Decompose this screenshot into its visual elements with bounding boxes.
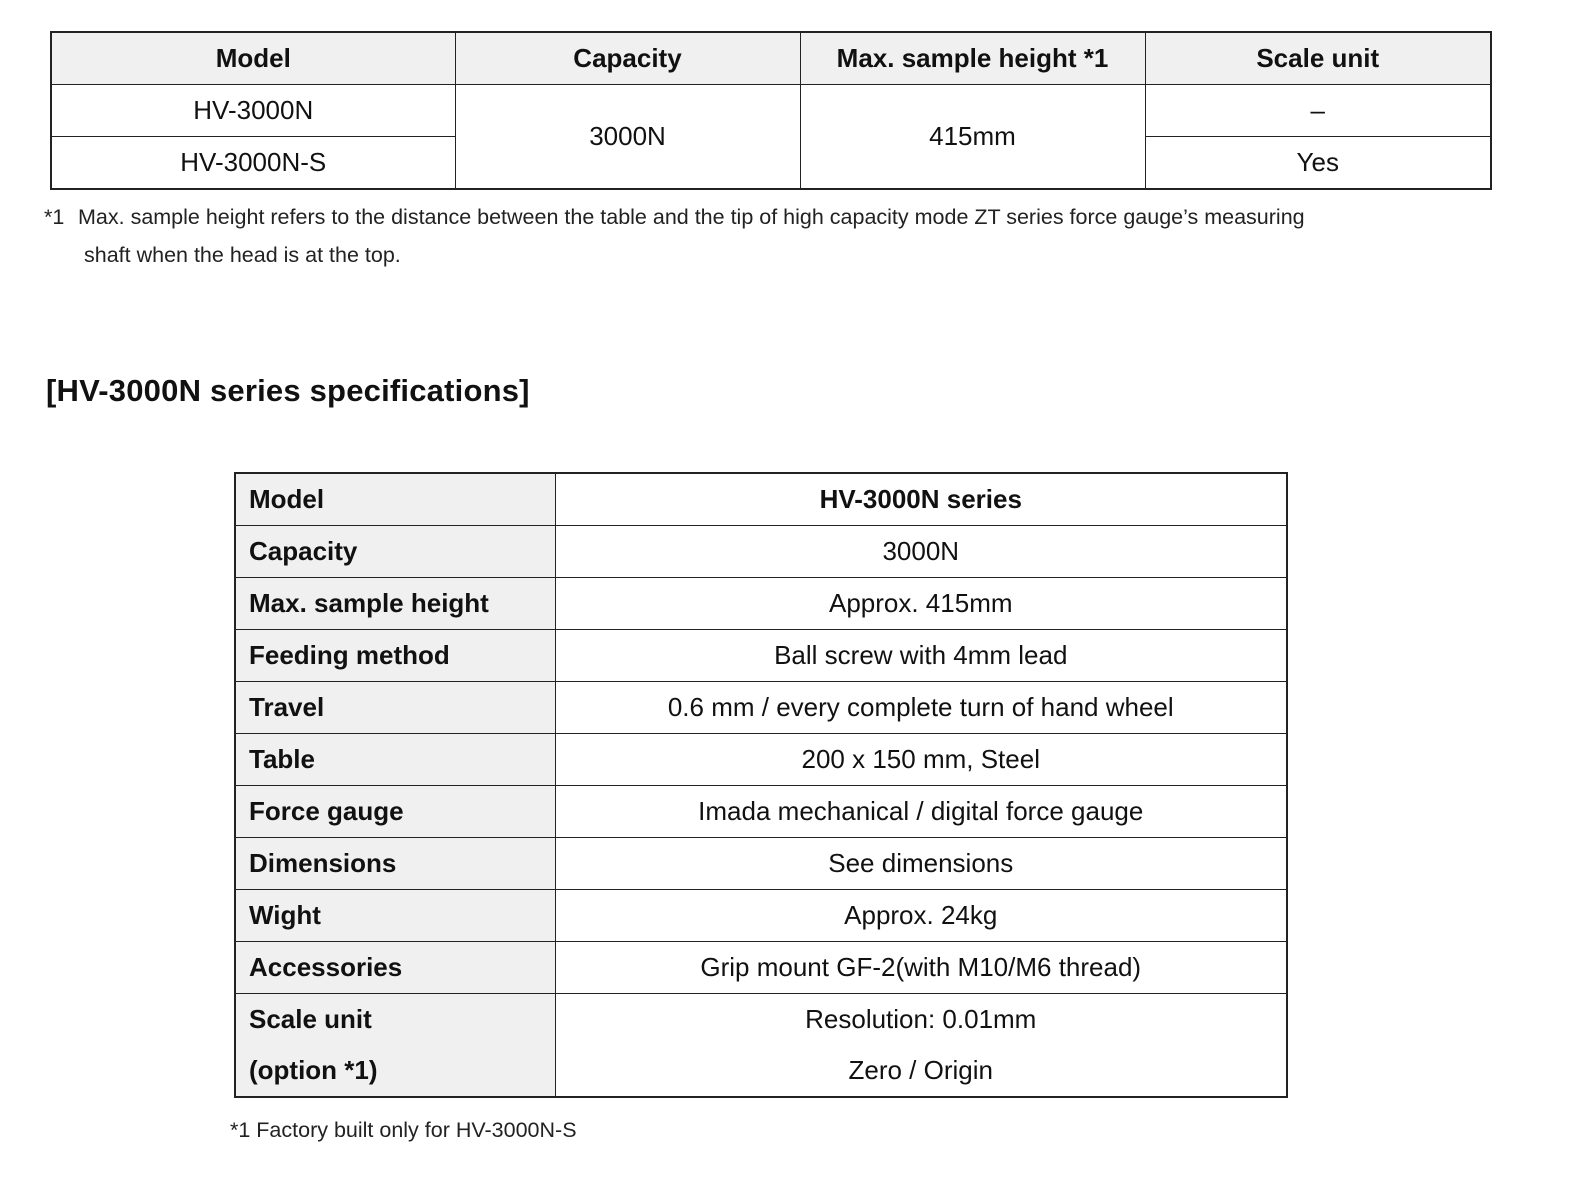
spec-row-table [235,734,1287,786]
scale-unit-label-line-1: Scale unit [249,1004,372,1034]
spec-label: Accessories [235,942,555,994]
header-max-sample-height: Max. sample height *1 [800,32,1145,85]
spec-value: HV-3000N series [555,473,1287,526]
table-row [51,85,1491,137]
scale-unit-cell: – [1145,85,1491,137]
spec-label: Force gauge [235,786,555,838]
spec-value: 200 x 150 mm, Steel [555,734,1287,786]
spec-label: Capacity [235,526,555,578]
capacity-cell: 3000N [455,85,800,190]
model-cell: HV-3000N [51,85,455,137]
spec-row-scale-unit [235,994,1287,1098]
spec-value: 0.6 mm / every complete turn of hand wheel [555,682,1287,734]
footnote-max-sample-height [44,198,1514,274]
spec-row-accessories [235,942,1287,994]
spec-label: Table [235,734,555,786]
footnote-line-1 [44,198,1514,236]
footnote-line-2: shaft when the head is at the top. [84,243,401,267]
spec-label: Wight [235,890,555,942]
scale-unit-value-line-2: Zero / Origin [848,1055,993,1085]
models-table [50,31,1492,190]
header-model: Model [51,32,455,85]
section-heading: [HV-3000N series specifications] [46,373,530,408]
spec-row-feeding-method [235,630,1287,682]
header-capacity: Capacity [455,32,800,85]
spec-label: Travel [235,682,555,734]
footnote-text-1: Max. sample height refers to the distance between the table and the tip of high capacity mode ZT series force gauge’s measuring [78,205,1305,229]
spec-value: Grip mount GF-2(with M10/M6 thread) [555,942,1287,994]
spec-value: 3000N [555,526,1287,578]
spec-value: Approx. 24kg [555,890,1287,942]
spec-label: Model [235,473,555,526]
spec-row-force-gauge [235,786,1287,838]
spec-row-max-sample-height [235,578,1287,630]
spec-label: Feeding method [235,630,555,682]
specifications-table [234,472,1288,1098]
models-table-header-row [51,32,1491,85]
spec-value: See dimensions [555,838,1287,890]
spec-label: Max. sample height [235,578,555,630]
model-cell: HV-3000N-S [51,137,455,190]
footnote-factory-built: *1 Factory built only for HV-3000N-S [230,1118,577,1142]
spec-value: Ball screw with 4mm lead [555,630,1287,682]
max-height-cell: 415mm [800,85,1145,190]
spec-label: Dimensions [235,838,555,890]
spec-value [555,994,1287,1098]
spec-value: Imada mechanical / digital force gauge [555,786,1287,838]
spec-row-capacity [235,526,1287,578]
footnote-mark: *1 [44,205,65,229]
scale-unit-label-line-2: (option *1) [249,1055,378,1085]
spec-row-weight [235,890,1287,942]
spec-label [235,994,555,1098]
scale-unit-value-line-1: Resolution: 0.01mm [805,1004,1037,1034]
spec-row-model [235,473,1287,526]
spec-row-travel [235,682,1287,734]
spec-value: Approx. 415mm [555,578,1287,630]
header-scale-unit: Scale unit [1145,32,1491,85]
scale-unit-cell: Yes [1145,137,1491,190]
spec-row-dimensions [235,838,1287,890]
